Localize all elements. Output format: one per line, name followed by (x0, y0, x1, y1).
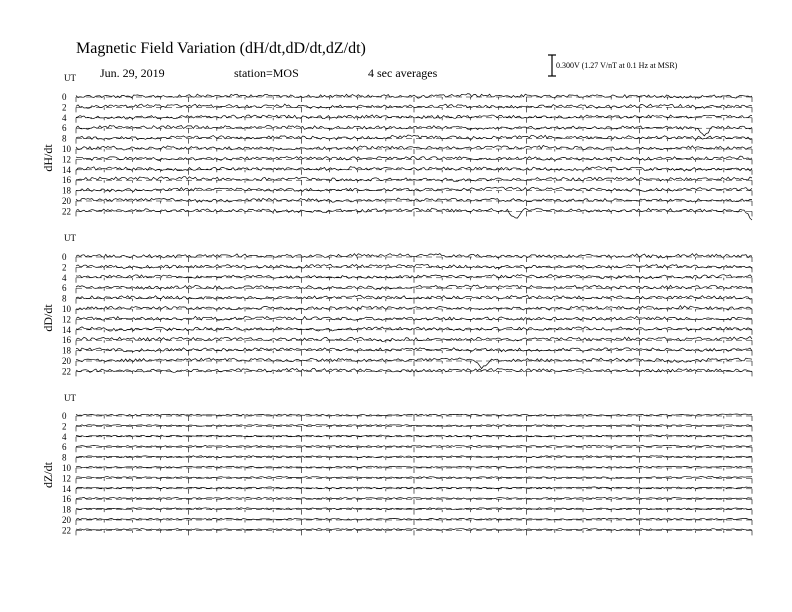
panels-layer (41, 73, 752, 535)
signal-trace (76, 104, 752, 108)
signal-trace (76, 316, 752, 320)
row-label: 10 (62, 144, 71, 154)
row-label: 18 (62, 504, 71, 515)
signal-trace (76, 456, 752, 458)
row-label: 12 (62, 314, 71, 325)
scale-bar (548, 55, 678, 76)
signal-trace (76, 497, 752, 499)
row-label: 18 (62, 185, 71, 196)
signal-trace (76, 435, 752, 437)
row-label: 14 (62, 164, 71, 175)
row-label: 6 (62, 123, 67, 134)
row-label: 14 (62, 324, 71, 335)
signal-trace (76, 425, 752, 427)
row-label: 20 (62, 515, 71, 525)
row-label: 8 (62, 133, 67, 144)
row-label: 10 (62, 463, 71, 473)
row-label: 20 (62, 356, 71, 366)
ut-label: UT (64, 233, 76, 243)
panel-dD-dt (41, 233, 752, 376)
row-label: 8 (62, 293, 67, 304)
row-label: 4 (62, 431, 67, 442)
signal-trace (76, 414, 752, 416)
row-label: 16 (62, 335, 71, 346)
row-label: 18 (62, 345, 71, 356)
averaging-label: 4 sec averages (368, 66, 438, 80)
row-label: 0 (62, 411, 67, 421)
row-label: 2 (62, 421, 67, 432)
panel-dZ-dt (41, 393, 752, 535)
ut-label: UT (64, 73, 76, 83)
row-label: 12 (62, 154, 71, 165)
panel-dH-dt (41, 73, 752, 220)
row-label: 22 (62, 525, 71, 536)
signal-trace (76, 518, 752, 520)
signal-trace (76, 466, 752, 468)
row-label: 10 (62, 304, 71, 314)
row-label: 6 (62, 283, 67, 294)
chart-title: Magnetic Field Variation (dH/dt,dD/dt,dZ/dt) (76, 40, 366, 57)
row-label: 4 (62, 112, 67, 123)
row-label: 16 (62, 494, 71, 505)
panel-ylabel: dZ/dt (41, 462, 55, 488)
signal-trace (76, 337, 752, 342)
ut-label: UT (64, 393, 76, 403)
row-label: 2 (62, 102, 67, 113)
signal-trace (76, 487, 752, 489)
row-label: 22 (62, 206, 71, 217)
signal-trace (76, 529, 752, 531)
scale-label: 0.300V (1.27 V/nT at 0.1 Hz at MSR) (556, 61, 678, 70)
row-label: 0 (62, 92, 67, 102)
row-label: 8 (62, 452, 67, 463)
signal-trace (76, 477, 752, 479)
row-label: 0 (62, 252, 67, 262)
row-label: 4 (62, 272, 67, 283)
row-label: 12 (62, 473, 71, 484)
signal-trace (76, 445, 752, 447)
row-label: 6 (62, 442, 67, 453)
station-label: station=MOS (234, 66, 299, 80)
row-label: 14 (62, 483, 71, 494)
row-label: 2 (62, 262, 67, 273)
row-label: 22 (62, 366, 71, 377)
row-label: 16 (62, 175, 71, 186)
panel-ylabel: dD/dt (41, 304, 55, 332)
signal-trace (76, 508, 752, 510)
date-label: Jun. 29, 2019 (100, 66, 165, 80)
row-label: 20 (62, 196, 71, 206)
signal-trace (76, 368, 752, 372)
panel-ylabel: dH/dt (41, 144, 55, 172)
